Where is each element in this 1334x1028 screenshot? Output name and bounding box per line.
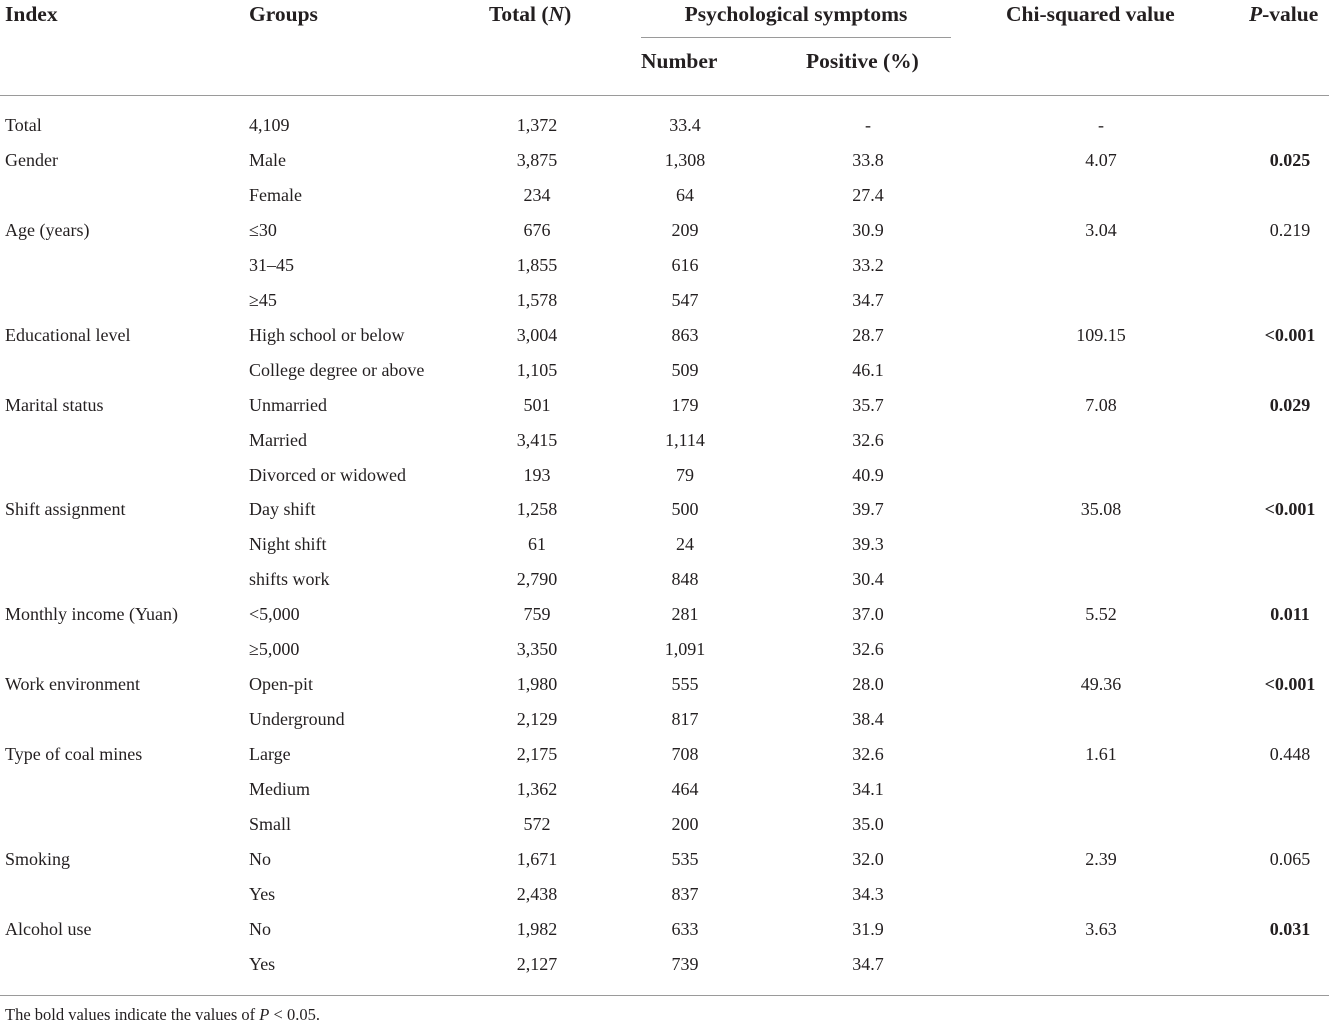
cell-group: ≥45 — [249, 289, 277, 310]
header-total-italic: N — [548, 2, 565, 26]
cell-number: 547 — [671, 289, 699, 310]
cell-number: 64 — [676, 184, 694, 205]
table-row — [0, 143, 1334, 177]
header-total — [489, 4, 571, 26]
cell-total: 1,980 — [516, 674, 558, 695]
cell-p: <0.001 — [1264, 674, 1316, 695]
cell-index: Gender — [5, 149, 58, 170]
cell-chi: - — [1098, 115, 1104, 135]
cell-number: 817 — [671, 709, 699, 730]
cell-chi: 35.08 — [1080, 499, 1122, 520]
table-row — [0, 423, 1334, 457]
table-row — [0, 527, 1334, 561]
cell-number: 848 — [671, 569, 699, 590]
cell-p: <0.001 — [1264, 324, 1316, 345]
footnote-italic: P — [259, 1005, 270, 1024]
cell-number: 837 — [671, 883, 699, 904]
table-row — [0, 108, 1334, 142]
cell-total: 1,855 — [516, 254, 558, 275]
cell-index: Smoking — [5, 848, 71, 869]
cell-positive: 39.7 — [852, 499, 884, 520]
cell-number: 863 — [671, 324, 699, 345]
cell-chi: 5.52 — [1085, 604, 1117, 625]
cell-group: 31–45 — [249, 254, 294, 275]
cell-index: Work environment — [5, 674, 141, 695]
header-total-suffix: ) — [564, 2, 572, 26]
cell-number: 535 — [671, 848, 699, 869]
cell-group: Female — [249, 184, 302, 205]
table-row — [0, 283, 1334, 317]
cell-number: 1,114 — [665, 429, 705, 450]
cell-total: 1,982 — [516, 918, 558, 939]
cell-chi: 2.39 — [1085, 848, 1117, 869]
table-row — [0, 807, 1334, 841]
cell-group: ≥5,000 — [249, 639, 300, 660]
cell-group: High school or below — [249, 324, 405, 345]
table-row — [0, 178, 1334, 212]
cell-index: Total — [5, 115, 42, 135]
cell-positive: 40.9 — [852, 464, 884, 485]
cell-index: Age (years) — [5, 219, 90, 240]
cell-index: Type of coal mines — [5, 744, 143, 765]
cell-total: 1,105 — [516, 359, 558, 380]
cell-number: 1,091 — [664, 639, 706, 660]
cell-positive: 32.6 — [852, 639, 884, 660]
cell-total: 2,790 — [516, 569, 558, 590]
cell-group: shifts work — [249, 569, 330, 590]
cell-index: Educational level — [5, 324, 131, 345]
cell-total: 3,875 — [516, 149, 558, 170]
cell-group: Day shift — [249, 499, 316, 520]
table-row — [0, 877, 1334, 911]
header-groups: Groups — [249, 2, 318, 26]
cell-number: 616 — [671, 254, 699, 275]
cell-group: Medium — [249, 779, 310, 800]
cell-number: 739 — [671, 953, 699, 974]
cell-chi: 3.04 — [1085, 219, 1117, 240]
footnote-suffix: < 0.05. — [269, 1005, 320, 1024]
cell-p: 0.029 — [1269, 394, 1311, 415]
table-row — [0, 388, 1334, 422]
table-row — [0, 597, 1334, 631]
table-row — [0, 353, 1334, 387]
cell-positive: 28.0 — [852, 674, 884, 695]
header-p-value — [1249, 4, 1318, 26]
cell-total: 234 — [523, 184, 551, 205]
cell-group: 4,109 — [249, 115, 290, 135]
cell-index: Marital status — [5, 394, 104, 415]
header-number: Number — [641, 49, 718, 73]
footnote-prefix: The bold values indicate the values of — [5, 1005, 260, 1024]
cell-positive: 30.4 — [852, 569, 884, 590]
table-row — [0, 458, 1334, 492]
cell-positive: 34.7 — [852, 289, 884, 310]
table-row — [0, 213, 1334, 247]
cell-positive: 34.7 — [852, 953, 884, 974]
header-total-prefix: Total ( — [489, 2, 549, 26]
cell-p: 0.031 — [1269, 918, 1311, 939]
cell-total: 3,004 — [516, 324, 558, 345]
cell-group: <5,000 — [249, 604, 300, 625]
cell-group: Unmarried — [249, 394, 327, 415]
cell-total: 759 — [523, 604, 551, 625]
cell-chi: 4.07 — [1085, 149, 1117, 170]
cell-group: Large — [249, 744, 291, 765]
table-row — [0, 947, 1334, 981]
cell-group: Underground — [249, 709, 345, 730]
cell-group: Married — [249, 429, 307, 450]
cell-group: Open-pit — [249, 674, 313, 695]
cell-total: 3,415 — [516, 429, 558, 450]
cell-index: Shift assignment — [5, 499, 126, 520]
cell-group: Male — [249, 149, 286, 170]
cell-total: 501 — [523, 394, 551, 415]
cell-total: 1,372 — [516, 115, 558, 135]
header-positive: Positive (%) — [806, 49, 919, 73]
cell-positive: - — [865, 115, 871, 135]
cell-index: Alcohol use — [5, 918, 92, 939]
cell-group: Small — [249, 814, 292, 834]
header-psychological-symptoms: Psychological symptoms — [684, 2, 908, 26]
cell-positive: 28.7 — [852, 324, 884, 345]
table-row — [0, 318, 1334, 352]
table-row — [0, 562, 1334, 596]
cell-number: 555 — [671, 674, 699, 695]
cell-number: 209 — [671, 219, 699, 240]
cell-positive: 34.1 — [852, 779, 884, 800]
cell-group: No — [249, 918, 271, 939]
table-row — [0, 702, 1334, 736]
cell-number: 633 — [671, 918, 699, 939]
cell-number: 33.4 — [669, 115, 701, 135]
cell-index: Monthly income (Yuan) — [5, 604, 178, 625]
cell-p: 0.025 — [1269, 149, 1311, 170]
cell-p: 0.448 — [1269, 744, 1311, 765]
cell-group: ≤30 — [249, 219, 277, 240]
cell-total: 2,127 — [516, 953, 558, 974]
cell-positive: 30.9 — [852, 219, 884, 240]
cell-p: <0.001 — [1264, 499, 1316, 520]
cell-total: 3,350 — [516, 639, 558, 660]
cell-number: 200 — [671, 814, 699, 834]
table-row — [0, 667, 1334, 701]
cell-positive: 33.2 — [852, 254, 884, 275]
table-row — [0, 772, 1334, 806]
table-row — [0, 737, 1334, 771]
cell-chi: 1.61 — [1085, 744, 1117, 765]
cell-positive: 32.6 — [852, 744, 884, 765]
cell-chi: 7.08 — [1085, 394, 1117, 415]
header-rule — [0, 95, 1329, 96]
cell-number: 281 — [671, 604, 699, 625]
cell-positive: 35.0 — [852, 814, 884, 834]
cell-total: 2,175 — [516, 744, 558, 765]
header-chi-squared: Chi-squared value — [1006, 2, 1175, 26]
cell-group: College degree or above — [249, 359, 425, 380]
table-row — [0, 632, 1334, 666]
cell-number: 1,308 — [664, 149, 706, 170]
cell-total: 2,438 — [516, 883, 558, 904]
cell-total: 1,671 — [516, 848, 558, 869]
cell-total: 61 — [528, 534, 546, 555]
table-row — [0, 842, 1334, 876]
cell-positive: 46.1 — [852, 359, 884, 380]
cell-group: Yes — [249, 883, 276, 904]
cell-number: 179 — [671, 394, 699, 415]
cell-number: 464 — [671, 779, 699, 800]
cell-p: 0.065 — [1269, 848, 1311, 869]
cell-p: 0.011 — [1270, 604, 1310, 625]
cell-positive: 39.3 — [852, 534, 884, 555]
cell-positive: 31.9 — [852, 918, 884, 939]
cell-total: 2,129 — [516, 709, 558, 730]
cell-positive: 33.8 — [852, 149, 884, 170]
cell-group: Divorced or widowed — [249, 464, 406, 485]
cell-total: 1,578 — [516, 289, 558, 310]
cell-chi: 109.15 — [1076, 324, 1126, 345]
table-row — [0, 912, 1334, 946]
cell-number: 500 — [671, 499, 699, 520]
footnote — [5, 1005, 320, 1025]
header-p-italic: P — [1249, 2, 1263, 26]
cell-group: Yes — [249, 953, 276, 974]
header-p-suffix: -value — [1262, 2, 1319, 26]
cell-number: 24 — [676, 534, 694, 555]
cell-total: 572 — [523, 814, 551, 834]
footer-rule — [0, 995, 1329, 996]
cell-total: 1,362 — [516, 779, 558, 800]
cell-number: 79 — [676, 464, 694, 485]
cell-positive: 32.0 — [852, 848, 884, 869]
cell-group: No — [249, 848, 271, 869]
table-row — [0, 492, 1334, 526]
cell-total: 1,258 — [516, 499, 558, 520]
cell-positive: 34.3 — [852, 883, 884, 904]
cell-chi: 3.63 — [1085, 918, 1117, 939]
cell-group: Night shift — [249, 534, 327, 555]
cell-positive: 32.6 — [852, 429, 884, 450]
header-subrule — [641, 37, 951, 38]
cell-p: 0.219 — [1269, 219, 1311, 240]
table-row — [0, 248, 1334, 282]
cell-positive: 38.4 — [852, 709, 884, 730]
cell-total: 676 — [523, 219, 551, 240]
cell-number: 509 — [671, 359, 699, 380]
cell-positive: 35.7 — [852, 394, 884, 415]
cell-number: 708 — [671, 744, 699, 765]
cell-positive: 27.4 — [852, 184, 884, 205]
header-index: Index — [5, 2, 58, 26]
cell-total: 193 — [523, 464, 551, 485]
cell-positive: 37.0 — [852, 604, 884, 625]
cell-chi: 49.36 — [1080, 674, 1122, 695]
